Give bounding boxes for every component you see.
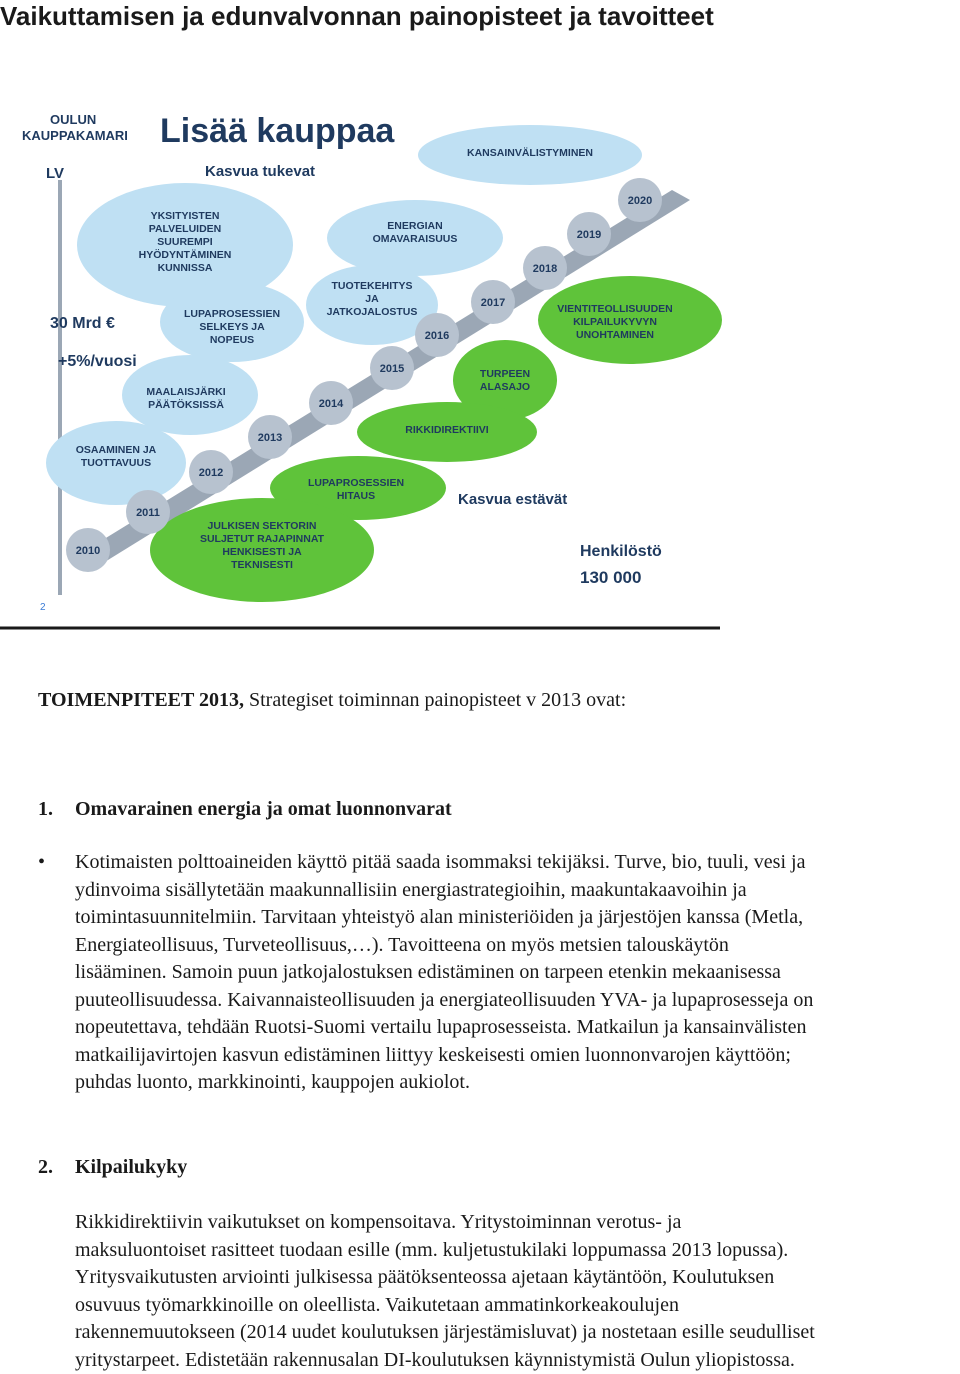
page-title: Vaikuttamisen ja edunvalvonnan painopisteet ja tavoitteet <box>0 0 960 32</box>
bubble-text: UNOHTAMINEN <box>576 329 654 341</box>
section1-paragraph <box>75 849 960 1097</box>
bubble-text: ENERGIAN <box>387 220 442 232</box>
bubble-text: OSAAMINEN JA <box>76 444 157 456</box>
year-label: 2020 <box>628 195 652 207</box>
diagram-heading: Lisää kauppaa <box>160 112 395 150</box>
bubble-text: SELKEYS JA <box>199 321 265 333</box>
bubble-text: KILPAILUKYVYN <box>573 316 657 328</box>
bubble-text: JATKOJALOSTUS <box>327 306 418 318</box>
bubble-text: HENKISESTI JA <box>222 546 302 558</box>
bubble-text: ALASAJO <box>480 381 530 393</box>
toimenpiteet-rest: Strategiset toiminnan painopisteet v 2013 ovat: <box>244 689 626 711</box>
bubble-text: TURPEEN <box>480 368 530 380</box>
bubble-text: TUOTTAVUUS <box>81 457 151 469</box>
section1-line: puhdas luonto, markkinointi, kauppojen aukiolot. <box>75 1069 960 1097</box>
lv-label: LV <box>46 165 64 182</box>
slide-number: 2 <box>40 602 46 613</box>
henkilosto-label: Henkilöstö <box>580 543 662 560</box>
kasvua-estavat-label: Kasvua estävät <box>458 491 567 508</box>
bubble-text: PÄÄTÖKSISSÄ <box>148 398 224 411</box>
year-label: 2011 <box>136 507 160 519</box>
bubble-text: YKSITYISTEN <box>151 210 220 222</box>
bubble-text: JA <box>365 293 379 305</box>
year-label: 2013 <box>258 432 282 444</box>
logo-line2: KAUPPAKAMARI <box>22 128 128 143</box>
bubble-text: JULKISEN SEKTORIN <box>208 520 317 532</box>
toimenpiteet-line <box>38 687 626 715</box>
bubble-text: LUPAPROSESSIEN <box>308 477 404 489</box>
year-label: 2017 <box>481 297 505 309</box>
bubble-text: PALVELUIDEN <box>149 223 222 235</box>
year-label: 2012 <box>199 467 223 479</box>
section1-line: puuteollisuudessa. Kaivannaisteollisuuden ja energiateollisuuden YVA- ja lupaprosesseja on <box>75 987 960 1015</box>
section1-line: Kotimaisten polttoaineiden käyttö pitää saada isommaksi tekijäksi. Turve, bio, tuuli, vesi ja <box>75 849 960 877</box>
bubble-text: MAALAISJÄRKI <box>146 385 225 398</box>
bubble-text: TEKNISESTI <box>231 559 293 571</box>
year-label: 2014 <box>319 398 344 410</box>
stat-mrd: 30 Mrd € <box>50 315 115 332</box>
section2-line: yritystarpeet. Edistetään rakennusalan DI-koulutuksen käynnistymistä Oulun yliopistossa. <box>75 1347 960 1374</box>
year-label: 2010 <box>76 545 100 557</box>
section1-line: ydinvoima sisällytetään maakunnallisiin energiastrategioihin, maakuntakaavoihin ja <box>75 877 960 905</box>
section1-line: matkailijavirtojen kasvun edistäminen liittyy keskeisesti omien luonnonvarojen käyttöön; <box>75 1042 960 1070</box>
bubble-text: KUNNISSA <box>158 262 213 274</box>
bubble-text: LUPAPROSESSIEN <box>184 308 280 320</box>
bubble-text: HYÖDYNTÄMINEN <box>139 248 232 261</box>
bubble-text: TUOTEKEHITYS <box>331 280 412 292</box>
logo-line1: OULUN <box>50 112 96 127</box>
year-label: 2019 <box>577 229 601 241</box>
year-label: 2015 <box>380 363 404 375</box>
bubble-text: VIENTITEOLLISUUDEN <box>557 303 673 315</box>
section2-number: 2. <box>38 1156 53 1179</box>
section2-line: Rikkidirektiivin vaikutukset on kompensoitava. Yritystoiminnan verotus- ja <box>75 1209 960 1237</box>
henkilosto-value: 130 000 <box>580 568 641 587</box>
section1-line: lisääminen. Samoin puun jatkojalostuksen edistäminen on tarpeen etenkin mekaanisessa <box>75 959 960 987</box>
section2-line: maksuluontoiset rasitteet tuodaan esille (mm. kuljetustukilaki loppumassa 2013 lopussa). <box>75 1237 960 1265</box>
section2-line: rakennemuutokseen (2014 uudet koulutuksen järjestämisluvat) ja nostetaan esille seudulliset <box>75 1319 960 1347</box>
bubble-text: SULJETUT RAJAPINNAT <box>200 533 325 545</box>
bubble-text: KANSAINVÄLISTYMINEN <box>467 146 593 159</box>
toimenpiteet-label: TOIMENPITEET 2013, <box>38 689 244 711</box>
section1-line: Energiateollisuus, Turveteollisuus,…). Tavoitteena on myös metsien talouskäytön <box>75 932 960 960</box>
stat-growth: +5%/vuosi <box>58 353 137 370</box>
section2-line: Yritysvaikutusten arviointi julkisessa päätöksenteossa ajetaan käytäntöön, Koulutuksen <box>75 1264 960 1292</box>
section1-number: 1. <box>38 798 53 821</box>
section1-title: Omavarainen energia ja omat luonnonvarat <box>75 798 452 821</box>
bubble-text: RIKKIDIREKTIIVI <box>405 424 489 436</box>
bubble-text: OMAVARAISUUS <box>373 233 458 245</box>
bubble-text: SUUREMPI <box>157 236 213 248</box>
section1-line: toimintasuunnitelmiin. Tarvitaan yhteistyö alan ministeriöiden ja järjestöjen kanssa (Metla, <box>75 904 960 932</box>
section2-title: Kilpailukyky <box>75 1156 187 1179</box>
kasvua-tukevat-label: Kasvua tukevat <box>205 163 315 180</box>
section2-paragraph <box>75 1209 960 1374</box>
year-label: 2016 <box>425 330 449 342</box>
bubble-text: NOPEUS <box>210 334 254 346</box>
year-label: 2018 <box>533 263 557 275</box>
bubble-text: HITAUS <box>337 490 375 502</box>
section1-line: nopeutettava, tehdään Ruotsi-Suomi vertailu lupaprosesseista. Matkailun ja kansainvälisten <box>75 1014 960 1042</box>
section2-line: osuvuus työmarkkinoille on oleellista. Vaikutetaan ammatinkorkeakoulujen <box>75 1292 960 1320</box>
lisaa-kauppaa-diagram <box>0 90 730 635</box>
bullet-mark: • <box>38 849 45 877</box>
